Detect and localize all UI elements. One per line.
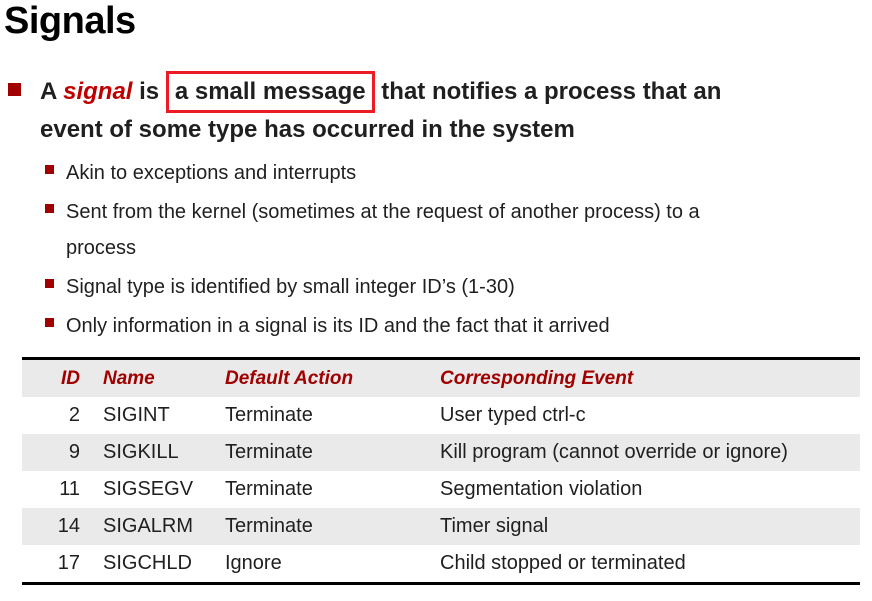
column-header-default-action: Default Action [225, 368, 354, 389]
cell-corresponding-event: Timer signal [440, 515, 549, 537]
signals-table [22, 357, 860, 585]
signal-term: signal [63, 78, 133, 105]
cell-default-action: Terminate [225, 515, 313, 537]
cell-name: SIGALRM [103, 515, 194, 537]
cell-id: 9 [68, 441, 80, 463]
cell-name: SIGINT [103, 404, 170, 426]
cell-id: 11 [59, 478, 80, 500]
cell-default-action: Terminate [225, 478, 313, 500]
table-row [22, 397, 860, 434]
sub-bullet-square-icon [45, 318, 54, 327]
cell-default-action: Terminate [225, 441, 313, 463]
main-bullet-line2: event of some type has occurred in the system [40, 116, 575, 143]
lead-prefix: A [40, 78, 64, 105]
table-row [22, 545, 860, 584]
cell-id: 14 [57, 515, 80, 537]
lead-mid: is [132, 78, 166, 105]
sub-bullet-square-icon [45, 204, 54, 213]
cell-corresponding-event: User typed ctrl-c [440, 404, 586, 426]
column-header-name: Name [103, 368, 155, 389]
sub-bullet-signal-type [45, 269, 855, 305]
cell-name: SIGKILL [103, 441, 179, 463]
lead-after: that notifies a process that an [374, 78, 722, 105]
highlight-box: a small message [166, 71, 375, 113]
cell-id: 17 [57, 552, 80, 574]
main-bullet-text [40, 73, 721, 149]
cell-default-action: Terminate [225, 404, 313, 426]
sub-bullet-akin [45, 155, 855, 191]
table-row [22, 434, 860, 471]
sub-bullet-text: Sent from the kernel (sometimes at the request of another process) to a [66, 201, 700, 223]
sub-bullet-text: Signal type is identified by small integer ID’s (1-30) [66, 276, 515, 298]
sub-bullet-square-icon [45, 279, 54, 288]
cell-name: SIGCHLD [103, 552, 192, 574]
cell-id: 2 [68, 404, 80, 426]
sub-bullet-text-wrap: process [66, 237, 137, 259]
column-header-corresponding-event: Corresponding Event [440, 368, 634, 389]
cell-corresponding-event: Segmentation violation [440, 478, 643, 500]
slide-title: Signals [4, 0, 136, 42]
column-header-id: ID [61, 368, 80, 389]
cell-corresponding-event: Kill program (cannot override or ignore) [440, 441, 788, 463]
sub-bullet-square-icon [45, 165, 54, 174]
table-row [22, 471, 860, 508]
cell-name: SIGSEGV [103, 478, 194, 500]
sub-bullet-only-information [45, 308, 855, 344]
sub-bullet-sent-from-kernel [45, 194, 855, 266]
cell-corresponding-event: Child stopped or terminated [440, 552, 686, 574]
sub-bullet-list [45, 155, 855, 347]
sub-bullet-text: Only information in a signal is its ID and the fact that it arrived [66, 315, 610, 337]
cell-default-action: Ignore [225, 552, 282, 574]
table-row [22, 508, 860, 545]
main-bullet-line1 [40, 71, 721, 113]
main-bullet [8, 73, 854, 149]
bullet-square-icon [8, 83, 21, 96]
table-header-row [22, 359, 860, 398]
sub-bullet-text: Akin to exceptions and interrupts [66, 162, 357, 184]
